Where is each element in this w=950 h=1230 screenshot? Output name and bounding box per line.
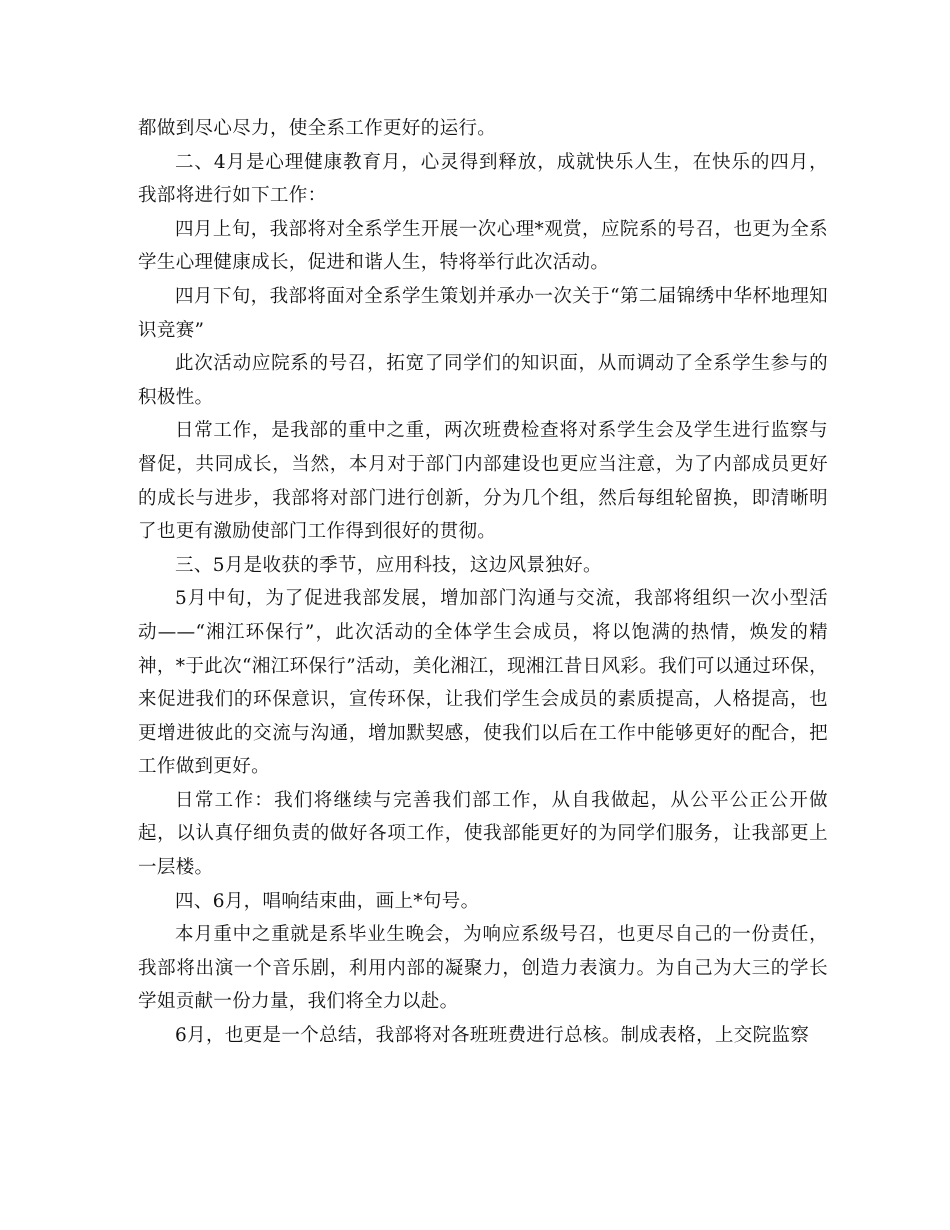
paragraph-5: 此次活动应院系的号召，拓宽了同学们的知识面，从而调动了全系学生参与的积极性。 [138,353,828,408]
paragraph-10: 四、6月，唱响结束曲，画上*句号。 [175,890,480,912]
paragraph-8: 5月中旬，为了促进我部发展，增加部门沟通与交流，我部将组织一次小型活动——“湘江环保行”，此次活动的全体学生会成员，将以饱满的热情，焕发的精神，*于此次“湘江环保行”活动，美化湘江，现湘江昔日风彩。我们可以通过环保，来促进我们的环保意识，宣传环保，让我们学生会成员的素质提高，人格提高，也更增进彼此的交流与沟通，增加默契感，使我们以后在工作中能够更好的配合，把工作做到更好。 [138,588,828,778]
paragraph-9: 日常工作：我们将继续与完善我们部工作，从自我做起，从公平公正公开做起，以认真仔细负责的做好各项工作，使我部能更好的为同学们服务，让我部更上一层楼。 [138,789,828,879]
paragraph-6: 日常工作，是我部的重中之重，两次班费检查将对系学生会及学生进行监察与督促，共同成长，当然，本月对于部门内部建设也更应当注意，为了内部成员更好的成长与进步，我部将对部门进行创新，分为几个组，然后每组轮留换，即清晰明了也更有激励使部门工作得到很好的贯彻。 [138,420,828,543]
paragraph-3: 四月上旬，我部将对全系学生开展一次心理*观赏，应院系的号召，也更为全系学生心理健康成长，促进和谐人生，特将举行此次活动。 [138,218,828,274]
paragraph-11: 本月重中之重就是系毕业生晚会，为响应系级号召，也更尽自己的一份责任，我部将出演一个音乐剧，利用内部的凝聚力，创造力表演力。为自己为大三的学长学姐贡献一份力量，我们将全力以赴。 [138,924,828,1013]
paragraph-7: 三、5月是收获的季节，应用科技，这边风景独好。 [175,554,602,576]
document-body [138,112,828,1053]
paragraph-4: 四月下旬，我部将面对全系学生策划并承办一次关于“第二届锦绣中华杯地理知识竞赛” [138,285,828,341]
paragraph-2: 二、4月是心理健康教育月，心灵得到释放，成就快乐人生，在快乐的四月，我部将进行如下工作： [138,151,828,207]
paragraph-12: 6月，也更是一个总结，我部将对各班班费进行总核。制成表格，上交院监察 [175,1025,810,1047]
paragraph-1: 都做到尽心尽力，使全系工作更好的运行。 [138,118,497,139]
